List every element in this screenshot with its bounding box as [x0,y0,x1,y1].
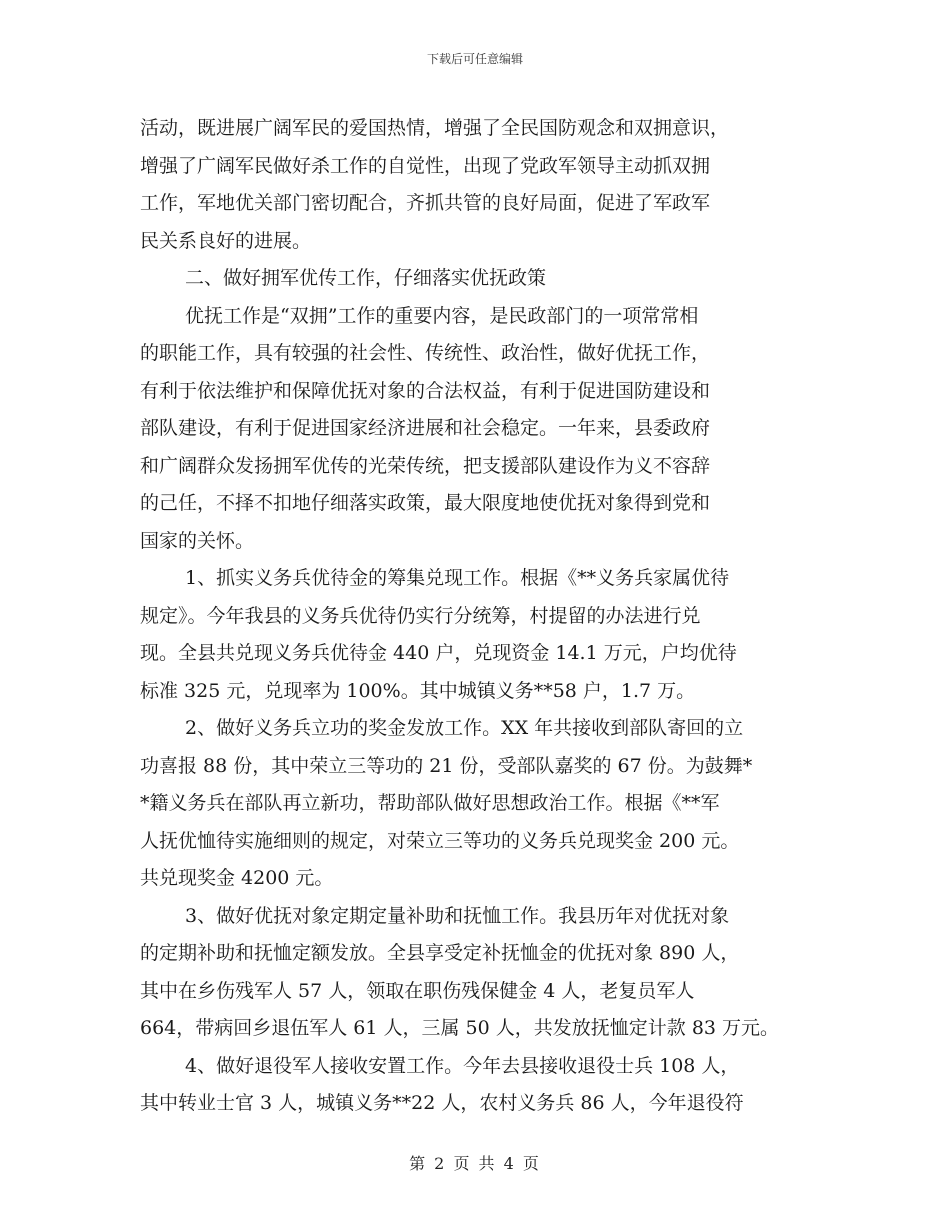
item-3-line-1: 3、做好优抚对象定期定量补助和抚恤工作。我县历年对优抚对象 [185,904,730,927]
item-2-line-1: 2、做好义务兵立功的奖金发放工作。XX 年共接收到部队寄回的立 [185,717,744,739]
text-line-11: 的己任，不择不扣地仔细落实政策，最大限度地使优抚对象得到党和 [140,492,711,514]
text-line-6: 优抚工作是“双拥”工作的重要内容，是民政部门的一项常常相 [185,304,699,327]
item-2-line-2: 功喜报 88 份，其中荣立三等功的 21 份，受部队嘉奖的 67 份。为鼓舞* [140,754,753,777]
item-2-line-4: 人抚优恤待实施细则的规定，对荣立三等功的义务兵兑现奖金 200 元。 [140,829,740,852]
item-3-line-3: 其中在乡伤残军人 57 人，领取在职伤残保健金 4 人，老复员军人 [140,979,695,1002]
item-4-line-1: 4、做好退役军人接收安置工作。今年去县接收退役士兵 108 人， [185,1054,740,1077]
item-3-line-4: 664，带病回乡退伍军人 61 人，三属 50 人，共发放抚恤定计款 83 万元。 [140,1017,780,1039]
page-footer: 第 2 页 共 4 页 [409,1154,541,1173]
text-line-4: 民关系良好的进展。 [140,229,312,252]
item-2-line-5: 共兑现奖金 4200 元。 [140,867,334,889]
item-1-line-1: 1、抓实义务兵优待金的筹集兑现工作。根据《**义务兵家属优待 [185,567,730,589]
text-line-8: 有利于依法维护和保障优抚对象的合法权益，有利于促进国防建设和 [140,379,711,402]
item-4-line-2: 其中转业士官 3 人，城镇义务**22 人，农村义务兵 86 人，今年退役符 [140,1092,744,1114]
text-line-9: 部队建设，有利于促进国家经济进展和社会稳定。一年来，县委政府 [140,417,711,439]
text-line-10: 和广阔群众发扬拥军优传的光荣传统，把支援部队建设作为义不容辞 [140,454,711,477]
item-2-line-3: *籍义务兵在部队再立新功，帮助部队做好思想政治工作。根据《**军 [140,792,720,814]
text-line-1: 活动，既进展广阔军民的爱国热情，增强了全民国防观念和双拥意识， [140,117,730,139]
text-line-2: 增强了广阔军民做好杀工作的自觉性，出现了党政军领导主动抓双拥 [140,154,711,177]
text-line-12: 国家的关怀。 [140,529,255,552]
item-3-line-2: 的定期补助和抚恤定额发放。全县享受定补抚恤金的优抚对象 890 人， [140,942,740,964]
document-body [140,110,830,1123]
item-1-line-2: 规定》。今年我县的义务兵优待仍实行分统筹，村提留的办法进行兑 [140,604,701,627]
text-line-7: 的职能工作，具有较强的社会性、传统性、政治性，做好优抚工作， [140,342,711,364]
section-heading: 二、做好拥军优传工作，仔细落实优抚政策 [185,267,547,289]
text-line-3: 工作，军地优关部门密切配合，齐抓共管的良好局面，促进了军政军 [140,192,711,214]
item-1-line-4: 标准 325 元，兑现率为 100%。其中城镇义务**58 户，1.7 万。 [140,679,696,702]
item-1-line-3: 现。全县共兑现义务兵优待金 440 户，兑现资金 14.1 万元，户均优待 [140,642,737,664]
page-header: 下载后可任意编辑 [426,52,523,66]
